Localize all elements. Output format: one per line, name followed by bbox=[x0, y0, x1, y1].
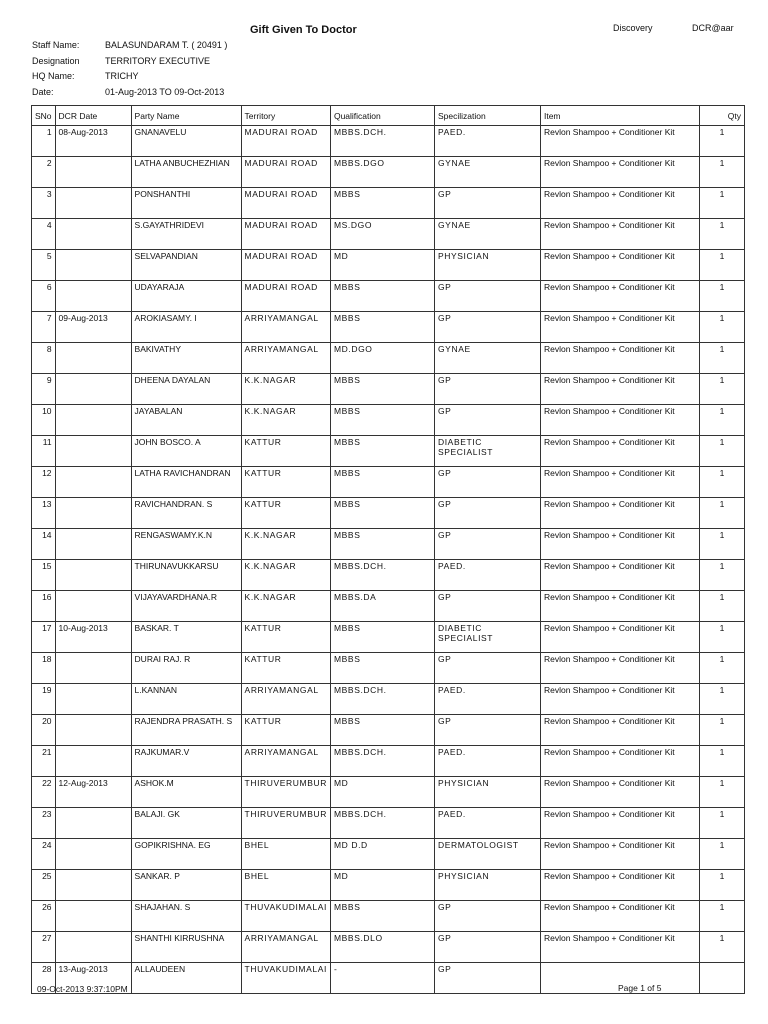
cell-specialization: GP bbox=[434, 932, 540, 963]
col-header-party-name: Party Name bbox=[131, 106, 241, 126]
cell-party-name: ASHOK.M bbox=[131, 777, 241, 808]
cell-party-name: RAVICHANDRAN. S bbox=[131, 498, 241, 529]
cell-qualification: MD bbox=[330, 777, 434, 808]
cell-specialization: GP bbox=[434, 901, 540, 932]
cell-sno: 7 bbox=[32, 312, 56, 343]
cell-territory: K.K.NAGAR bbox=[241, 405, 330, 436]
cell-party-name: LATHA RAVICHANDRAN bbox=[131, 467, 241, 498]
cell-qualification: MBBS bbox=[330, 281, 434, 312]
page-number: Page 1 of 5 bbox=[618, 983, 662, 993]
cell-party-name: GNANAVELU bbox=[131, 126, 241, 157]
table-row bbox=[32, 715, 745, 746]
cell-sno: 26 bbox=[32, 901, 56, 932]
cell-qty: 1 bbox=[699, 777, 744, 808]
cell-dcr-date bbox=[55, 157, 131, 188]
cell-party-name: VIJAYAVARDHANA.R bbox=[131, 591, 241, 622]
cell-qty: 1 bbox=[699, 281, 744, 312]
cell-qty: 1 bbox=[699, 312, 744, 343]
cell-sno: 8 bbox=[32, 343, 56, 374]
cell-qualification: MD bbox=[330, 870, 434, 901]
cell-item: Revlon Shampoo + Conditioner Kit bbox=[540, 126, 699, 157]
cell-qualification: MD D.D bbox=[330, 839, 434, 870]
table-row bbox=[32, 250, 745, 281]
cell-dcr-date bbox=[55, 436, 131, 467]
cell-sno: 19 bbox=[32, 684, 56, 715]
table-row bbox=[32, 374, 745, 405]
cell-territory: KATTUR bbox=[241, 467, 330, 498]
cell-specialization: DIABETIC SPECIALIST bbox=[434, 622, 540, 653]
cell-party-name: SELVAPANDIAN bbox=[131, 250, 241, 281]
cell-qualification: MD.DGO bbox=[330, 343, 434, 374]
cell-territory: KATTUR bbox=[241, 436, 330, 467]
cell-sno: 6 bbox=[32, 281, 56, 312]
cell-sno: 3 bbox=[32, 188, 56, 219]
cell-dcr-date: 13-Aug-2013 bbox=[55, 963, 131, 994]
cell-qty: 1 bbox=[699, 343, 744, 374]
cell-territory: K.K.NAGAR bbox=[241, 374, 330, 405]
meta-label: Staff Name: bbox=[32, 40, 80, 50]
cell-qualification: MBBS bbox=[330, 312, 434, 343]
cell-sno: 1 bbox=[32, 126, 56, 157]
cell-sno: 4 bbox=[32, 219, 56, 250]
cell-party-name: DHEENA DAYALAN bbox=[131, 374, 241, 405]
cell-territory: MADURAI ROAD bbox=[241, 188, 330, 219]
cell-item: Revlon Shampoo + Conditioner Kit bbox=[540, 839, 699, 870]
meta-label: Designation bbox=[32, 55, 80, 66]
table-row bbox=[32, 157, 745, 188]
table-row bbox=[32, 529, 745, 560]
cell-sno: 9 bbox=[32, 374, 56, 405]
cell-dcr-date bbox=[55, 684, 131, 715]
cell-territory: KATTUR bbox=[241, 498, 330, 529]
cell-qty: 1 bbox=[699, 405, 744, 436]
cell-qty: 1 bbox=[699, 839, 744, 870]
cell-party-name: RAJKUMAR.V bbox=[131, 746, 241, 777]
cell-qty: 1 bbox=[699, 374, 744, 405]
cell-specialization: GP bbox=[434, 653, 540, 684]
cell-dcr-date bbox=[55, 591, 131, 622]
cell-qty: 1 bbox=[699, 715, 744, 746]
cell-territory: K.K.NAGAR bbox=[241, 529, 330, 560]
cell-party-name: BALAJI. GK bbox=[131, 808, 241, 839]
cell-qualification: MBBS bbox=[330, 374, 434, 405]
cell-qualification: MBBS bbox=[330, 653, 434, 684]
cell-specialization: PHYSICIAN bbox=[434, 870, 540, 901]
cell-specialization: PHYSICIAN bbox=[434, 250, 540, 281]
cell-item: Revlon Shampoo + Conditioner Kit bbox=[540, 219, 699, 250]
cell-specialization: GP bbox=[434, 188, 540, 219]
cell-item: Revlon Shampoo + Conditioner Kit bbox=[540, 436, 699, 467]
cell-specialization: PAED. bbox=[434, 126, 540, 157]
cell-party-name: JAYABALAN bbox=[131, 405, 241, 436]
cell-sno: 16 bbox=[32, 591, 56, 622]
cell-qty: 1 bbox=[699, 622, 744, 653]
cell-specialization: DERMATOLOGIST bbox=[434, 839, 540, 870]
cell-sno: 28 bbox=[32, 963, 56, 994]
cell-sno: 13 bbox=[32, 498, 56, 529]
cell-party-name: S.GAYATHRIDEVI bbox=[131, 219, 241, 250]
cell-dcr-date bbox=[55, 932, 131, 963]
cell-qty: 1 bbox=[699, 684, 744, 715]
cell-dcr-date bbox=[55, 219, 131, 250]
cell-item: Revlon Shampoo + Conditioner Kit bbox=[540, 746, 699, 777]
cell-specialization: GP bbox=[434, 498, 540, 529]
cell-qualification: MD bbox=[330, 250, 434, 281]
table-row bbox=[32, 219, 745, 250]
cell-qualification: MBBS.DCH. bbox=[330, 560, 434, 591]
cell-party-name: L.KANNAN bbox=[131, 684, 241, 715]
cell-territory: KATTUR bbox=[241, 653, 330, 684]
cell-dcr-date bbox=[55, 560, 131, 591]
cell-specialization: PAED. bbox=[434, 808, 540, 839]
cell-party-name: ALLAUDEEN bbox=[131, 963, 241, 994]
cell-territory: BHEL bbox=[241, 870, 330, 901]
cell-dcr-date: 09-Aug-2013 bbox=[55, 312, 131, 343]
cell-sno: 2 bbox=[32, 157, 56, 188]
cell-qty: 1 bbox=[699, 746, 744, 777]
cell-item: Revlon Shampoo + Conditioner Kit bbox=[540, 343, 699, 374]
col-header-qty: Qty bbox=[699, 106, 744, 126]
cell-dcr-date: 10-Aug-2013 bbox=[55, 622, 131, 653]
cell-dcr-date bbox=[55, 715, 131, 746]
cell-specialization: GP bbox=[434, 715, 540, 746]
company-name: Discovery bbox=[613, 23, 653, 33]
cell-qualification: MBBS bbox=[330, 622, 434, 653]
col-header-item: Item bbox=[540, 106, 699, 126]
cell-sno: 22 bbox=[32, 777, 56, 808]
cell-territory: K.K.NAGAR bbox=[241, 591, 330, 622]
table-row bbox=[32, 684, 745, 715]
cell-territory: MADURAI ROAD bbox=[241, 219, 330, 250]
table-row bbox=[32, 653, 745, 684]
cell-specialization: PAED. bbox=[434, 560, 540, 591]
cell-item: Revlon Shampoo + Conditioner Kit bbox=[540, 250, 699, 281]
cell-qty: 1 bbox=[699, 560, 744, 591]
cell-specialization: GYNAE bbox=[434, 157, 540, 188]
cell-item: Revlon Shampoo + Conditioner Kit bbox=[540, 808, 699, 839]
table-row bbox=[32, 560, 745, 591]
cell-qualification: MBBS.DCH. bbox=[330, 684, 434, 715]
cell-qualification: MBBS.DCH. bbox=[330, 746, 434, 777]
cell-dcr-date bbox=[55, 653, 131, 684]
cell-party-name: THIRUNAVUKKARSU bbox=[131, 560, 241, 591]
cell-item: Revlon Shampoo + Conditioner Kit bbox=[540, 901, 699, 932]
cell-dcr-date bbox=[55, 467, 131, 498]
cell-specialization: PAED. bbox=[434, 746, 540, 777]
table-row bbox=[32, 126, 745, 157]
cell-territory: ARRIYAMANGAL bbox=[241, 343, 330, 374]
cell-sno: 24 bbox=[32, 839, 56, 870]
table-row bbox=[32, 188, 745, 219]
cell-specialization: GP bbox=[434, 591, 540, 622]
cell-qty: 1 bbox=[699, 250, 744, 281]
cell-territory: ARRIYAMANGAL bbox=[241, 312, 330, 343]
cell-territory: MADURAI ROAD bbox=[241, 281, 330, 312]
cell-territory: KATTUR bbox=[241, 715, 330, 746]
cell-qualification: MBBS.DCH. bbox=[330, 808, 434, 839]
table-row bbox=[32, 405, 745, 436]
cell-qty: 1 bbox=[699, 126, 744, 157]
cell-qualification: MBBS bbox=[330, 188, 434, 219]
table-row bbox=[32, 498, 745, 529]
cell-party-name: PONSHANTHI bbox=[131, 188, 241, 219]
cell-dcr-date bbox=[55, 405, 131, 436]
cell-sno: 27 bbox=[32, 932, 56, 963]
cell-qty: 1 bbox=[699, 653, 744, 684]
cell-specialization: PAED. bbox=[434, 684, 540, 715]
table-row bbox=[32, 312, 745, 343]
cell-dcr-date: 12-Aug-2013 bbox=[55, 777, 131, 808]
cell-sno: 15 bbox=[32, 560, 56, 591]
table-row bbox=[32, 777, 745, 808]
cell-dcr-date: 08-Aug-2013 bbox=[55, 126, 131, 157]
cell-qualification: MBBS bbox=[330, 498, 434, 529]
cell-party-name: RENGASWAMY.K.N bbox=[131, 529, 241, 560]
cell-dcr-date bbox=[55, 343, 131, 374]
meta-value: TERRITORY EXECUTIVE bbox=[105, 55, 211, 66]
cell-qualification: MBBS bbox=[330, 529, 434, 560]
cell-party-name: SANKAR. P bbox=[131, 870, 241, 901]
cell-sno: 23 bbox=[32, 808, 56, 839]
cell-item: Revlon Shampoo + Conditioner Kit bbox=[540, 932, 699, 963]
col-header-specialization: Specilization bbox=[434, 106, 540, 126]
cell-item: Revlon Shampoo + Conditioner Kit bbox=[540, 653, 699, 684]
meta-value: BALASUNDARAM T. ( 20491 ) bbox=[105, 40, 228, 50]
cell-qualification: - bbox=[330, 963, 434, 994]
meta-value: 01-Aug-2013 TO 09-Oct-2013 bbox=[105, 86, 225, 97]
cell-qty: 1 bbox=[699, 219, 744, 250]
table-row bbox=[32, 932, 745, 963]
cell-party-name: SHANTHI KIRRUSHNA bbox=[131, 932, 241, 963]
col-header-territory: Territory bbox=[241, 106, 330, 126]
cell-territory: MADURAI ROAD bbox=[241, 250, 330, 281]
table-row bbox=[32, 591, 745, 622]
cell-qualification: MBBS bbox=[330, 901, 434, 932]
cell-item: Revlon Shampoo + Conditioner Kit bbox=[540, 560, 699, 591]
cell-territory: ARRIYAMANGAL bbox=[241, 684, 330, 715]
cell-territory: K.K.NAGAR bbox=[241, 560, 330, 591]
cell-territory: THUVAKUDIMALAI bbox=[241, 901, 330, 932]
cell-dcr-date bbox=[55, 746, 131, 777]
cell-specialization: GP bbox=[434, 405, 540, 436]
cell-dcr-date bbox=[55, 870, 131, 901]
table-row bbox=[32, 839, 745, 870]
cell-qty: 1 bbox=[699, 436, 744, 467]
table-row bbox=[32, 746, 745, 777]
cell-sno: 12 bbox=[32, 467, 56, 498]
cell-specialization: GP bbox=[434, 529, 540, 560]
cell-specialization: DIABETIC SPECIALIST bbox=[434, 436, 540, 467]
cell-territory: THUVAKUDIMALAI bbox=[241, 963, 330, 994]
cell-dcr-date bbox=[55, 808, 131, 839]
cell-party-name: RAJENDRA PRASATH. S bbox=[131, 715, 241, 746]
cell-sno: 14 bbox=[32, 529, 56, 560]
cell-item: Revlon Shampoo + Conditioner Kit bbox=[540, 312, 699, 343]
cell-party-name: JOHN BOSCO. A bbox=[131, 436, 241, 467]
col-header-dcr-date: DCR Date bbox=[55, 106, 131, 126]
table-row bbox=[32, 281, 745, 312]
cell-sno: 11 bbox=[32, 436, 56, 467]
col-header-sno: SNo bbox=[32, 106, 56, 126]
cell-party-name: BAKIVATHY bbox=[131, 343, 241, 374]
table-header-row bbox=[32, 106, 745, 126]
cell-qty: 1 bbox=[699, 157, 744, 188]
cell-territory: BHEL bbox=[241, 839, 330, 870]
cell-dcr-date bbox=[55, 529, 131, 560]
cell-qty: 1 bbox=[699, 870, 744, 901]
col-header-qualification: Qualification bbox=[330, 106, 434, 126]
cell-dcr-date bbox=[55, 839, 131, 870]
table-row bbox=[32, 343, 745, 374]
cell-item: Revlon Shampoo + Conditioner Kit bbox=[540, 591, 699, 622]
cell-sno: 18 bbox=[32, 653, 56, 684]
cell-item: Revlon Shampoo + Conditioner Kit bbox=[540, 715, 699, 746]
meta-value: TRICHY bbox=[105, 71, 139, 81]
cell-territory: ARRIYAMANGAL bbox=[241, 746, 330, 777]
cell-item: Revlon Shampoo + Conditioner Kit bbox=[540, 405, 699, 436]
cell-territory: KATTUR bbox=[241, 622, 330, 653]
cell-sno: 21 bbox=[32, 746, 56, 777]
cell-territory: ARRIYAMANGAL bbox=[241, 932, 330, 963]
cell-qty bbox=[699, 963, 744, 994]
cell-party-name: UDAYARAJA bbox=[131, 281, 241, 312]
cell-specialization: GP bbox=[434, 281, 540, 312]
table-row bbox=[32, 808, 745, 839]
report-title: Gift Given To Doctor bbox=[250, 24, 357, 36]
cell-sno: 20 bbox=[32, 715, 56, 746]
cell-party-name: LATHA ANBUCHEZHIAN bbox=[131, 157, 241, 188]
cell-dcr-date bbox=[55, 281, 131, 312]
cell-territory: THIRUVERUMBUR bbox=[241, 777, 330, 808]
cell-qualification: MS.DGO bbox=[330, 219, 434, 250]
cell-qualification: MBBS.DLO bbox=[330, 932, 434, 963]
cell-dcr-date bbox=[55, 374, 131, 405]
cell-item: Revlon Shampoo + Conditioner Kit bbox=[540, 188, 699, 219]
print-timestamp: 09-Oct-2013 9:37:10PM bbox=[37, 984, 128, 994]
cell-item: Revlon Shampoo + Conditioner Kit bbox=[540, 622, 699, 653]
cell-qty: 1 bbox=[699, 188, 744, 219]
table-row bbox=[32, 622, 745, 653]
cell-party-name: GOPIKRISHNA. EG bbox=[131, 839, 241, 870]
cell-specialization: GP bbox=[434, 312, 540, 343]
meta-label: Date: bbox=[32, 86, 54, 97]
cell-territory: MADURAI ROAD bbox=[241, 157, 330, 188]
cell-specialization: GYNAE bbox=[434, 219, 540, 250]
cell-qty: 1 bbox=[699, 591, 744, 622]
cell-party-name: BASKAR. T bbox=[131, 622, 241, 653]
cell-qualification: MBBS.DA bbox=[330, 591, 434, 622]
user-id: DCR@aar bbox=[692, 23, 734, 33]
cell-dcr-date bbox=[55, 498, 131, 529]
cell-qty: 1 bbox=[699, 808, 744, 839]
cell-specialization: GP bbox=[434, 374, 540, 405]
cell-sno: 10 bbox=[32, 405, 56, 436]
cell-item: Revlon Shampoo + Conditioner Kit bbox=[540, 870, 699, 901]
cell-territory: THIRUVERUMBUR bbox=[241, 808, 330, 839]
table-row bbox=[32, 436, 745, 467]
cell-specialization: GP bbox=[434, 467, 540, 498]
cell-sno: 17 bbox=[32, 622, 56, 653]
cell-item: Revlon Shampoo + Conditioner Kit bbox=[540, 467, 699, 498]
cell-item: Revlon Shampoo + Conditioner Kit bbox=[540, 374, 699, 405]
cell-qualification: MBBS bbox=[330, 405, 434, 436]
cell-party-name: SHAJAHAN. S bbox=[131, 901, 241, 932]
cell-item: Revlon Shampoo + Conditioner Kit bbox=[540, 529, 699, 560]
cell-specialization: PHYSICIAN bbox=[434, 777, 540, 808]
cell-sno: 25 bbox=[32, 870, 56, 901]
cell-specialization: GP bbox=[434, 963, 540, 994]
cell-qty: 1 bbox=[699, 498, 744, 529]
cell-item: Revlon Shampoo + Conditioner Kit bbox=[540, 777, 699, 808]
cell-dcr-date bbox=[55, 901, 131, 932]
cell-qualification: MBBS.DCH. bbox=[330, 126, 434, 157]
meta-label: HQ Name: bbox=[32, 71, 75, 81]
cell-qty: 1 bbox=[699, 467, 744, 498]
table-row bbox=[32, 901, 745, 932]
table-row bbox=[32, 467, 745, 498]
cell-dcr-date bbox=[55, 188, 131, 219]
cell-item: Revlon Shampoo + Conditioner Kit bbox=[540, 498, 699, 529]
cell-qty: 1 bbox=[699, 901, 744, 932]
cell-qualification: MBBS bbox=[330, 436, 434, 467]
cell-party-name: AROKIASAMY. I bbox=[131, 312, 241, 343]
cell-qty: 1 bbox=[699, 529, 744, 560]
cell-qualification: MBBS bbox=[330, 467, 434, 498]
cell-qualification: MBBS.DGO bbox=[330, 157, 434, 188]
cell-territory: MADURAI ROAD bbox=[241, 126, 330, 157]
cell-item: Revlon Shampoo + Conditioner Kit bbox=[540, 684, 699, 715]
cell-party-name: DURAI RAJ. R bbox=[131, 653, 241, 684]
table-row bbox=[32, 870, 745, 901]
cell-sno: 5 bbox=[32, 250, 56, 281]
cell-dcr-date bbox=[55, 250, 131, 281]
cell-specialization: GYNAE bbox=[434, 343, 540, 374]
cell-qualification: MBBS bbox=[330, 715, 434, 746]
cell-item: Revlon Shampoo + Conditioner Kit bbox=[540, 157, 699, 188]
cell-qty: 1 bbox=[699, 932, 744, 963]
gift-table bbox=[31, 105, 745, 994]
cell-item: Revlon Shampoo + Conditioner Kit bbox=[540, 281, 699, 312]
